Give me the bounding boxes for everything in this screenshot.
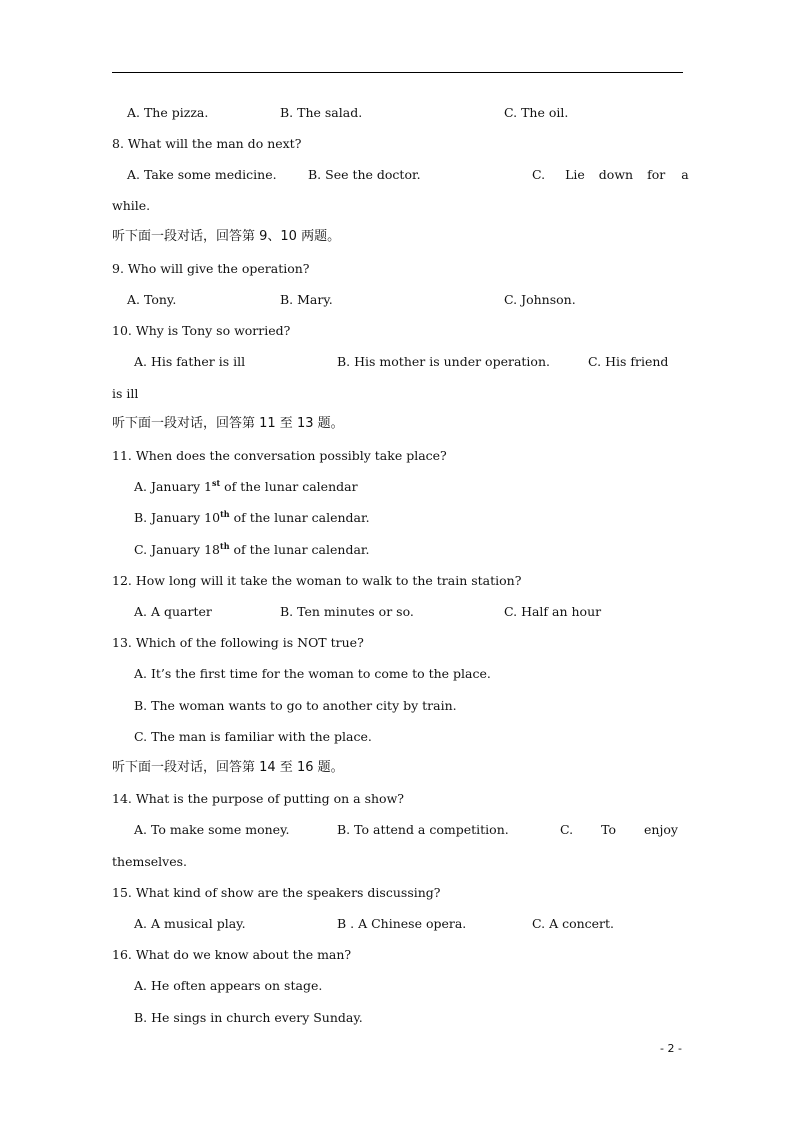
- q8-option-a: A. Take some medicine.: [127, 167, 277, 182]
- q8-option-c-word: down: [598, 167, 634, 182]
- q8-option-b: B. See the doctor.: [308, 167, 421, 182]
- q11-option-c: [134, 542, 370, 558]
- q14-question: 14. What is the purpose of putting on a show?: [112, 791, 404, 806]
- q7-option-b: B. The salad.: [280, 105, 363, 120]
- q8-question: 8. What will the man do next?: [112, 136, 302, 151]
- instruction-9-10: 听下面一段对话，回答第 9、10 两题。: [112, 229, 341, 244]
- q13-option-a: A. It’s the first time for the woman to come to the place.: [134, 666, 491, 681]
- instruction-14-16: 听下面一段对话，回答第 14 至 16 题。: [112, 760, 344, 775]
- q8-option-c-word: for: [647, 167, 666, 182]
- q14-option-b: B. To attend a competition.: [337, 822, 509, 837]
- q7-option-c: C. The oil.: [504, 105, 569, 120]
- q9-question: 9. Who will give the operation?: [112, 261, 310, 276]
- q16-option-b: B. He sings in church every Sunday.: [134, 1010, 363, 1025]
- q8-option-c-continuation: while.: [112, 198, 151, 213]
- q13-option-b: B. The woman wants to go to another city by train.: [134, 698, 457, 713]
- q11-option-a: [134, 479, 358, 495]
- q13-question: 13. Which of the following is NOT true?: [112, 635, 364, 650]
- q8-option-c: [532, 167, 689, 183]
- q10-option-a: A. His father is ill: [134, 354, 246, 369]
- q14-option-c: [560, 822, 678, 838]
- q11-option-b: [134, 510, 370, 526]
- q14-option-a: A. To make some money.: [134, 822, 290, 837]
- q10-question: 10. Why is Tony so worried?: [112, 323, 291, 338]
- q8-option-c-word: a: [681, 167, 689, 182]
- q11-option-b-rest: of the lunar calendar.: [229, 510, 370, 525]
- q16-question: 16. What do we know about the man?: [112, 947, 352, 962]
- ordinal-suffix: st: [211, 478, 221, 488]
- q8-option-c-word: C.: [532, 167, 546, 182]
- q15-question: 15. What kind of show are the speakers discussing?: [112, 885, 441, 900]
- q9-option-c: C. Johnson.: [504, 292, 576, 307]
- q14-option-c-word: To: [601, 822, 616, 837]
- q14-option-c-word: enjoy: [644, 822, 678, 837]
- q11-question: 11. When does the conversation possibly take place?: [112, 448, 447, 463]
- header-rule: [112, 72, 683, 73]
- q7-option-a: A. The pizza.: [127, 105, 209, 120]
- q12-option-c: C. Half an hour: [504, 604, 602, 619]
- q10-option-c: C. His friend: [588, 354, 669, 369]
- q14-option-c-word: C.: [560, 822, 574, 837]
- q10-option-c-continuation: is ill: [112, 386, 139, 401]
- q15-option-c: C. A concert.: [532, 916, 615, 931]
- q12-option-b: B. Ten minutes or so.: [280, 604, 414, 619]
- q9-option-a: A. Tony.: [127, 292, 177, 307]
- page-number: - 2 -: [660, 1042, 682, 1055]
- q9-option-b: B. Mary.: [280, 292, 333, 307]
- ordinal-suffix: th: [220, 509, 230, 519]
- instruction-11-13: 听下面一段对话，回答第 11 至 13 题。: [112, 416, 344, 431]
- q11-option-a-rest: of the lunar calendar: [220, 479, 358, 494]
- q15-option-a: A. A musical play.: [134, 916, 246, 931]
- q11-option-b-text: B. January 10: [134, 510, 221, 525]
- q12-question: 12. How long will it take the woman to walk to the train station?: [112, 573, 522, 588]
- q10-option-b: B. His mother is under operation.: [337, 354, 550, 369]
- ordinal-suffix: th: [220, 541, 230, 551]
- q8-option-c-word: Lie: [565, 167, 585, 182]
- q14-option-c-continuation: themselves.: [112, 854, 187, 869]
- q11-option-c-rest: of the lunar calendar.: [229, 542, 370, 557]
- q13-option-c: C. The man is familiar with the place.: [134, 729, 372, 744]
- q15-option-b: B . A Chinese opera.: [337, 916, 467, 931]
- q11-option-a-text: A. January 1: [134, 479, 212, 494]
- q12-option-a: A. A quarter: [134, 604, 212, 619]
- q11-option-c-text: C. January 18: [134, 542, 220, 557]
- q16-option-a: A. He often appears on stage.: [134, 978, 323, 993]
